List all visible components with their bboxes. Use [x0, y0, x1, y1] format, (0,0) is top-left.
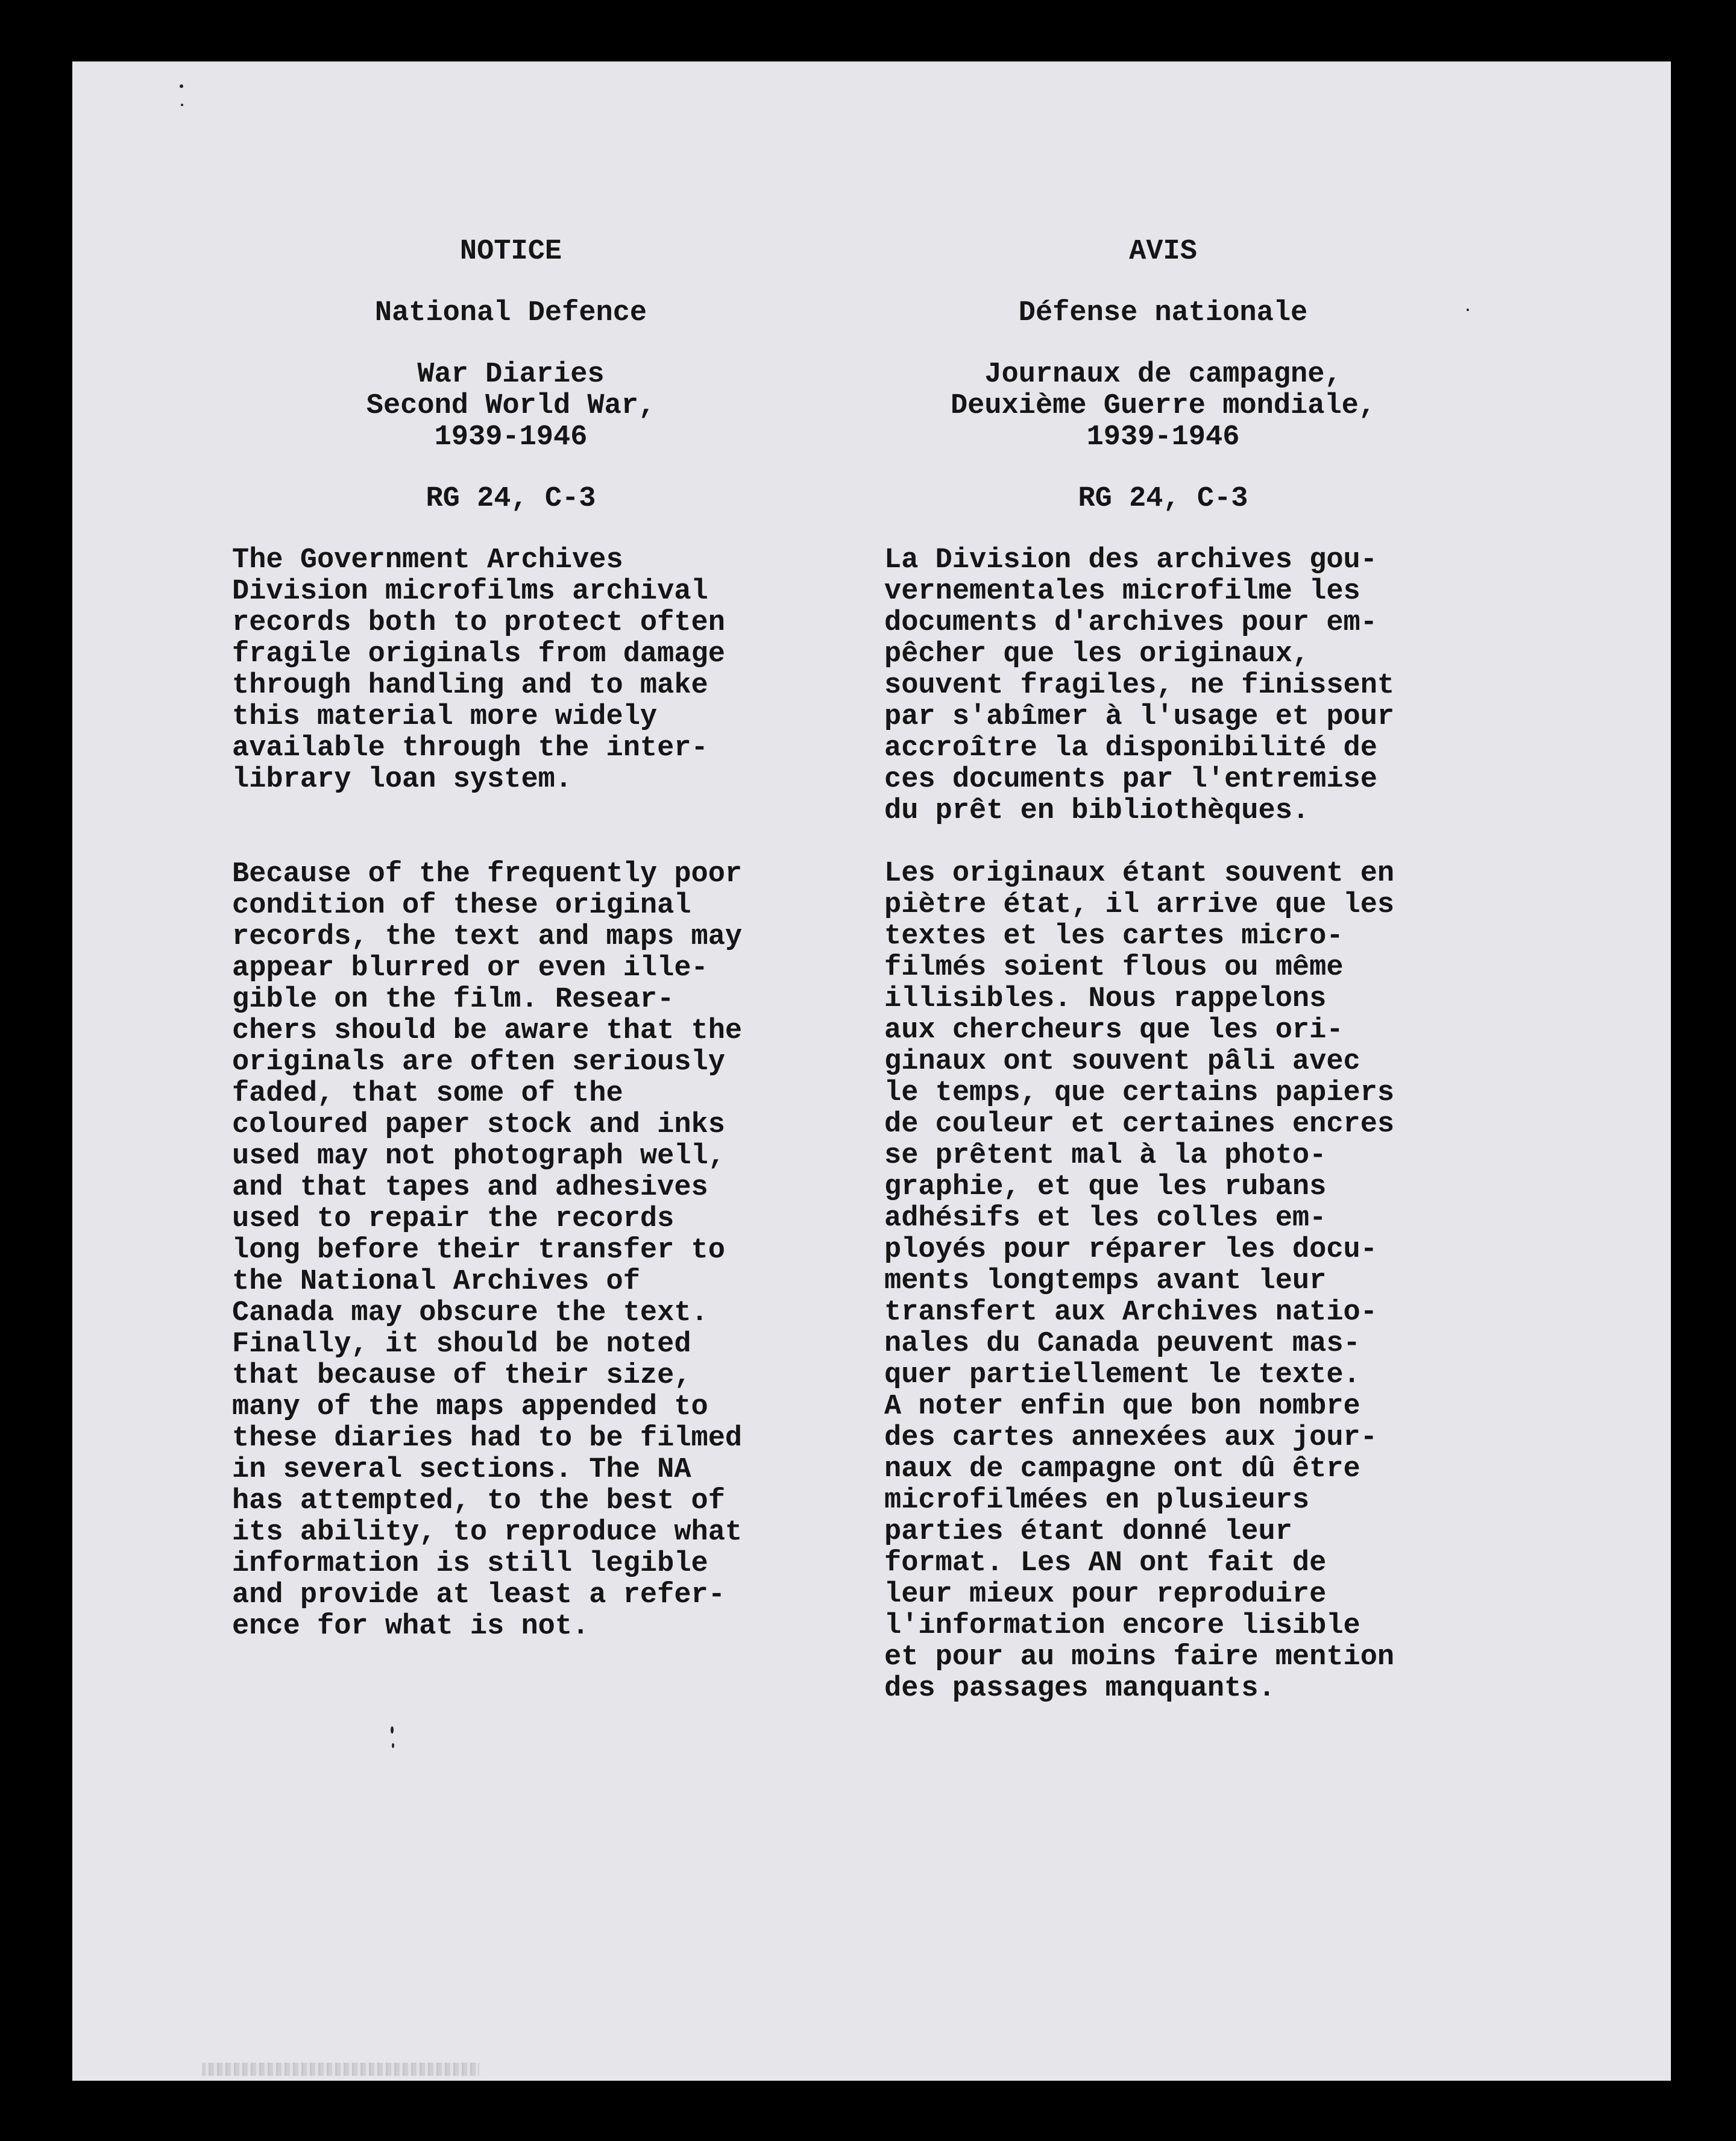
scan-speck [1467, 309, 1469, 311]
avis-reference: RG 24, C-3 [1078, 483, 1248, 515]
notice-paragraph-2: Because of the frequently poor condition of these original records, the text and maps may appear blurred or even ille- gible on the film. Resear- chers should be aware that the originals are often seriously faded, that some of the coloured paper stock and inks used may not photograph well, and that tapes and adhesives used to repair the records long before their transfer to the National Archives of Canada may obscure the text. Finally, it should be noted that because of their size, many of the maps appended to these diaries had to be filmed in several sections. The NA has attempted, to the best of its ability, to reproduce what information is still legible and provide at least a refer- ence for what is not. [232, 858, 743, 1643]
scan-speck [181, 104, 183, 106]
avis-paragraph-2: Les originaux étant souvent en piètre état, il arrive que les textes et les cartes micro- filmés soient flous ou même illisibles. Nous rappelons aux chercheurs que les ori- ginaux ont souvent pâli avec le temps, que certains papiers de couleur et certaines encres se prêtent mal à la photo- graphie, et que les rubans adhésifs et les colles em- ployés pour réparer les docu- ments longtemps avant leur transfert aux Archives natio- nales du Canada peuvent mas- quer partiellement le texte. A noter enfin que bon nombre des cartes annexées aux jour- naux de campagne ont dû être microfilmées en plusieurs parties étant donné leur format. Les AN ont fait de leur mieux pour reproduire l'information encore lisible et pour au moins faire mention des passages manquants. [884, 858, 1395, 1705]
document-page [72, 61, 1671, 2081]
notice-department: National Defence [374, 297, 647, 329]
notice-subject: War Diaries Second World War, 1939-1946 [366, 359, 656, 453]
scan-speck [180, 84, 183, 88]
avis-paragraph-1: La Division des archives gou- vernementales microfilme les documents d'archives pour em- pêcher que les originaux, souvent fragiles, ne finissent par s'abîmer à l'usage et pour accroître la disponibilité de ces documents par l'entremise du prêt en bibliothèques. [884, 544, 1395, 827]
english-notice-column [232, 236, 790, 1643]
scan-speck [392, 1743, 394, 1748]
notice-title: NOTICE [459, 236, 562, 268]
scan-edge-noise [202, 2063, 479, 2076]
avis-department: Défense nationale [1018, 297, 1308, 329]
scan-speck [391, 1726, 394, 1734]
notice-paragraph-1: The Government Archives Division microfilms archival records both to protect often fragile originals from damage through handling and to make this material more widely available through the inter- library loan system. [232, 544, 725, 796]
avis-title: AVIS [1129, 236, 1197, 268]
notice-reference: RG 24, C-3 [426, 483, 596, 515]
french-avis-column [884, 236, 1442, 1705]
avis-subject: Journaux de campagne, Deuxième Guerre mondiale, 1939-1946 [950, 359, 1376, 453]
